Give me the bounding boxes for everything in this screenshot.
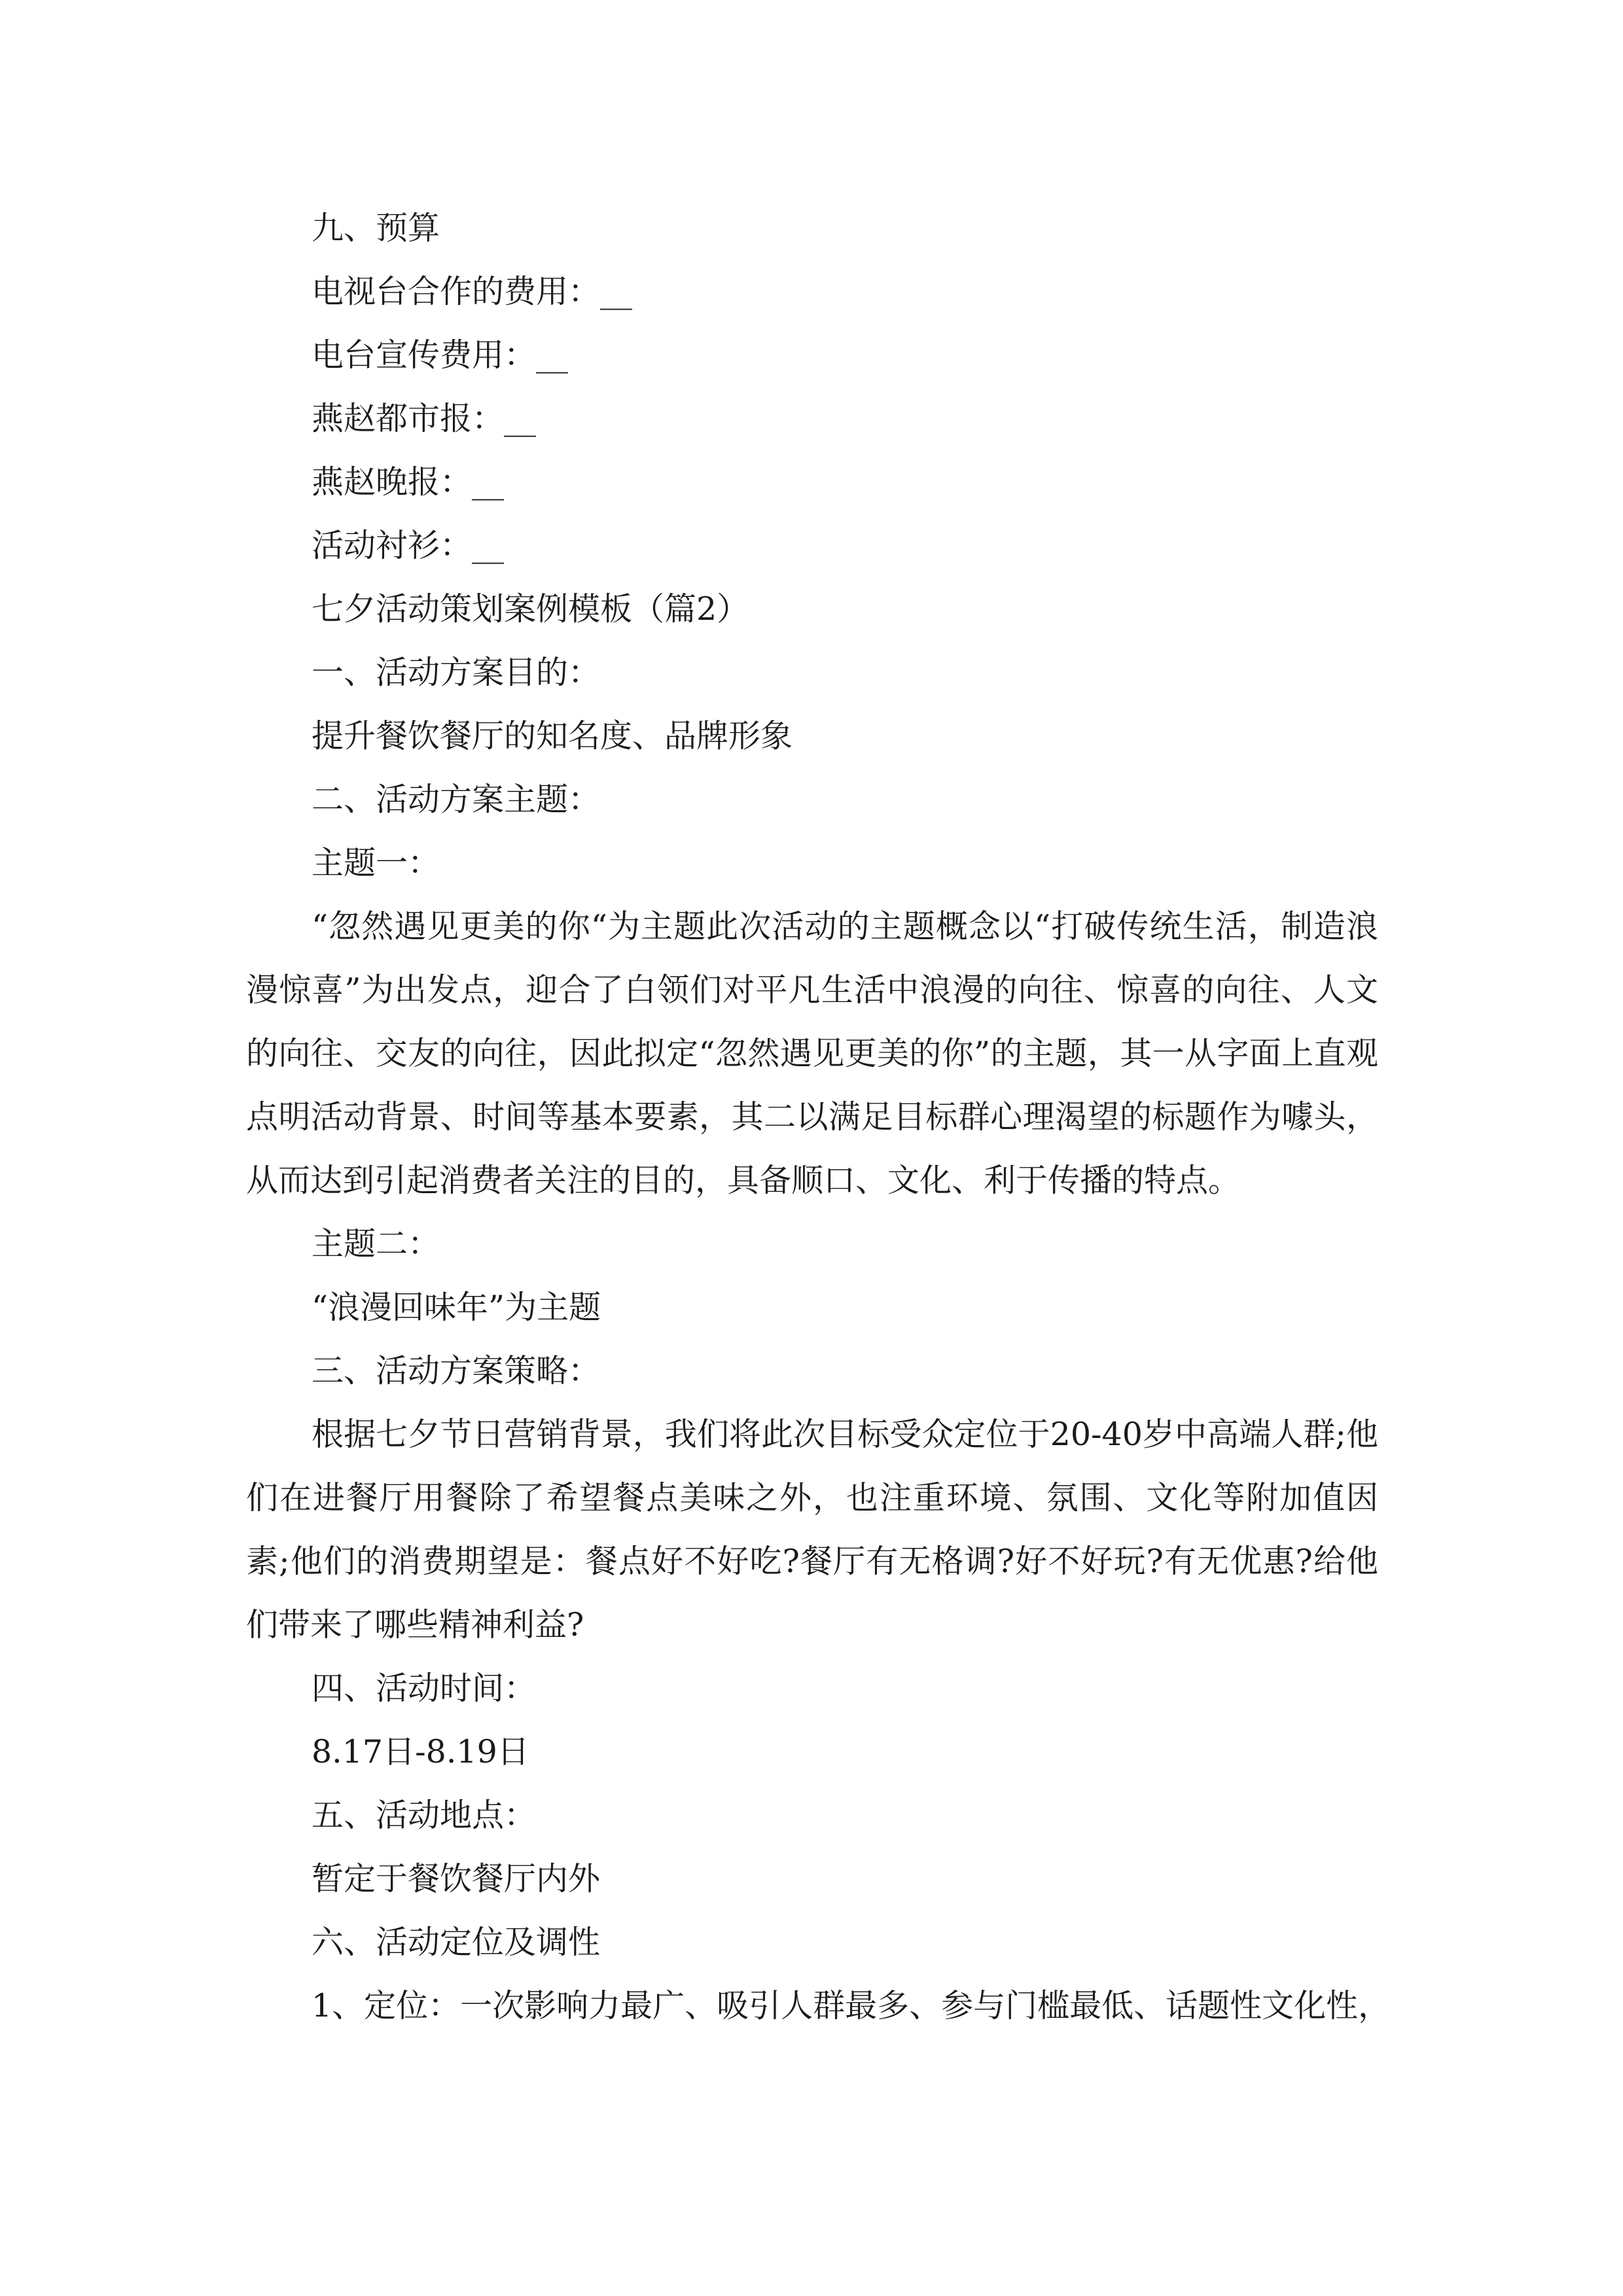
budget-item-shirts: 活动衬衫：__ <box>312 527 505 564</box>
section-heading-location: 五、活动地点： <box>312 1797 537 1834</box>
section-heading-time: 四、活动时间： <box>312 1670 537 1707</box>
theme-two-label: 主题二： <box>312 1225 440 1263</box>
purpose-text: 提升餐饮餐厅的知名度、品牌形象 <box>312 717 793 755</box>
section-heading-purpose: 一、活动方案目的： <box>312 654 601 691</box>
theme-one-label: 主题一： <box>312 844 440 882</box>
budget-item-radio: 电台宣传费用：__ <box>312 336 569 374</box>
positioning-text: 1、定位：一次影响力最广、吸引人群最多、参与门槛最低、话题性文化性， <box>312 1987 1391 2024</box>
document-title: 七夕活动策划案例模板（篇2） <box>312 590 749 628</box>
section-heading-budget: 九、预算 <box>312 209 440 247</box>
document-body <box>246 196 1391 2037</box>
section-heading-positioning: 六、活动定位及调性 <box>312 1924 601 1961</box>
theme-two-text: “浪漫回味年”为主题 <box>312 1289 601 1326</box>
budget-item-tv: 电视台合作的费用：__ <box>312 273 633 310</box>
location-text: 暂定于餐饮餐厅内外 <box>312 1860 601 1897</box>
section-heading-strategy: 三、活动方案策略： <box>312 1352 601 1390</box>
section-heading-theme: 二、活动方案主题： <box>312 781 601 818</box>
budget-item-metro-news: 燕赵都市报：__ <box>312 400 537 437</box>
theme-one-paragraph: “忽然遇见更美的你“为主题此次活动的主题概念以“打破传统生活，制造浪漫惊喜”为出发点，迎合了白领们对平凡生活中浪漫的向往、惊喜的向往、人文的向往、交友的向往，因此拟定“忽然遇见更美的你”的主题，其一从字面上直观点明活动背景、时间等基本要素，其二以满足目标群心理渴望的标题作为噱头，从而达到引起消费者关注的目的，具备顺口、文化、利于传播的特点。 <box>246 908 1378 1199</box>
time-text: 8.17日-8.19日 <box>312 1733 529 1770</box>
strategy-paragraph: 根据七夕节日营销背景，我们将此次目标受众定位于20-40岁中高端人群;他们在进餐厅用餐除了希望餐点美味之外，也注重环境、氛围、文化等附加值因素;他们的消费期望是：餐点好不好吃?餐厅有无格调?好不好玩?有无优惠?给他们带来了哪些精神利益? <box>246 1416 1378 1643</box>
budget-item-evening-news: 燕赵晚报：__ <box>312 463 505 501</box>
